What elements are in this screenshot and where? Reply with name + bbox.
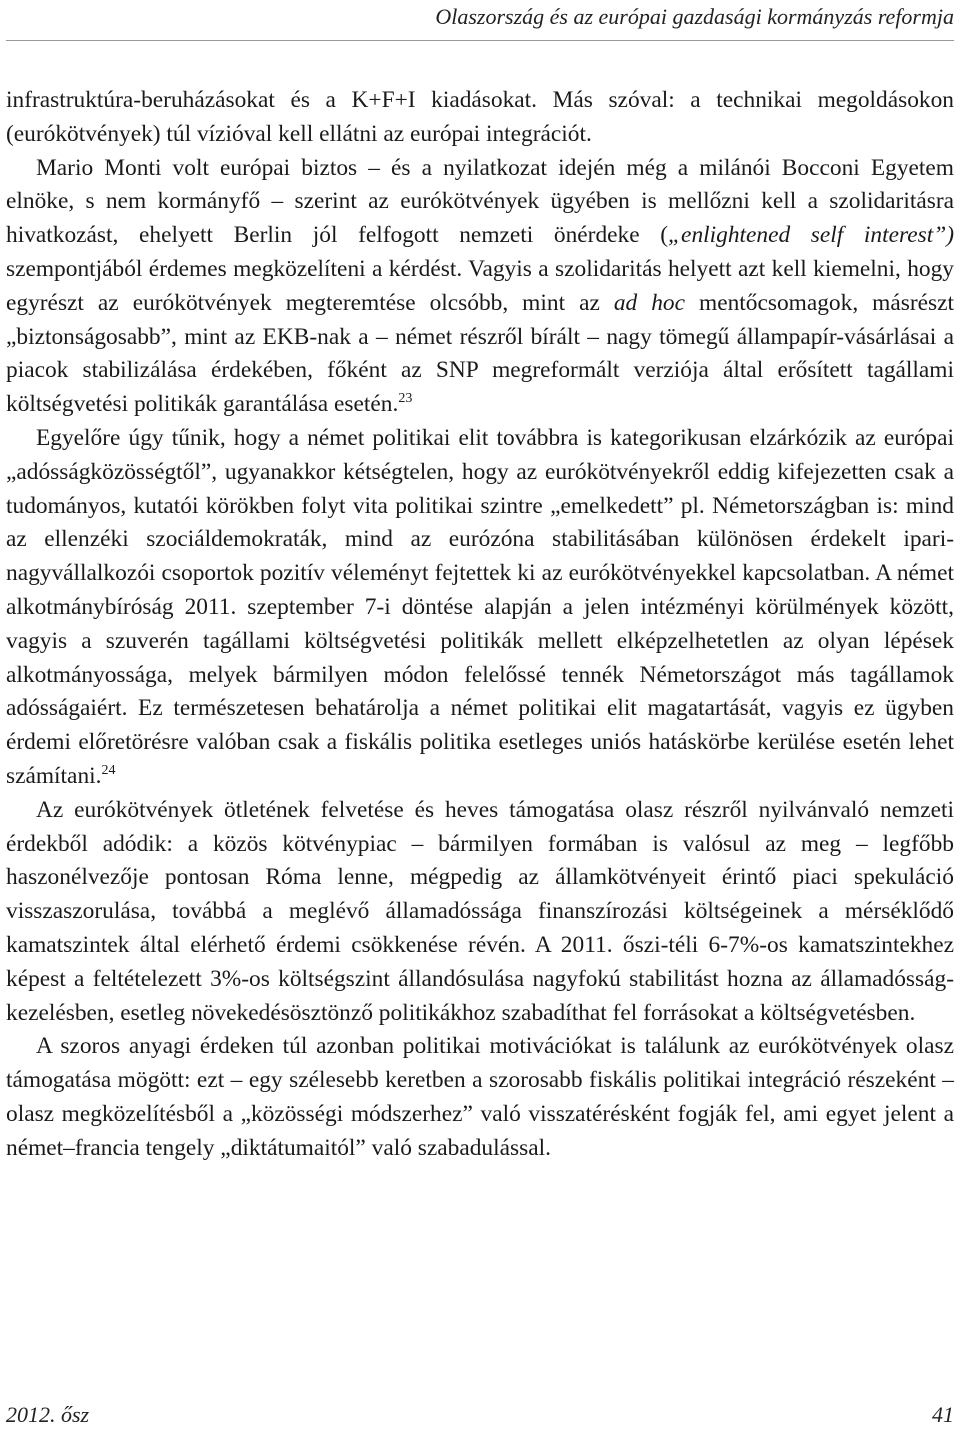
footer-page-number: 41: [932, 1402, 954, 1427]
paragraph-2-text-c: mentőcsomagok, másrészt „biztonságosabb”, mint az EKB-nak a – német részről bírált – nagy tömegű állampapír-vásárlásai a piacok stabilizálása érdekében, főként az SNP megreformált verziója által erősített tagállami költségvetési politikák garantálása esetén.: [6, 289, 955, 418]
footnote-ref-24[interactable]: 24: [101, 763, 116, 779]
paragraph-5: A szoros anyagi érdeken túl azonban politikai motivációkat is találunk az eurókötvények olasz támogatása mögött: ezt – egy szélesebb keretben a szorosabb fiskális politikai integráció részeként – olasz megközelítésből a „közösségi módszerhez” való visszatérésként fogják fel, ami egyet jelent a német–francia tengely „diktátumaitól” való szabadulással.: [6, 1033, 954, 1161]
paragraph-3: [6, 422, 954, 794]
paragraph-2-italic-a: „enlightened self interest”): [668, 222, 955, 249]
paragraph-3-text: Egyelőre úgy tűnik, hogy a német politikai elit továbbra is kategorikusan elzárkózik az európai „adósságközösségtől”, ugyanakkor kétségtelen, hogy az eurókötvényekről eddig kifejezetten csak a tudományos, kutatói körökben folyt vita politikai szintre „emelkedett” pl. Németországban is: mind az ellenzéki szociáldemokraták, mind az eurózóna stabilitásában különösen érdekelt ipari-nagyvállalkozói csoportok pozitív véleményt fejtettek ki az eurókötvényekkel kapcsolatban. A német alkotmánybíróság 2011. szeptember 7-i döntése alapján a jelen intézményi körülmények között, vagyis a szuverén tagállami költségvetési politikák mellett elképzelhetetlen az olyan lépések alkotmányossága, melyek bármilyen módon felelőssé tennék Németországot más tagállamok adósságaiért. Ez természetesen behatárolja a német politikai elit magatartását, vagyis ez ügyben érdemi előretörésre valóban csak a fiskális politika esetleges uniós hatáskörbe kerülése esetén lehet számítani.: [6, 424, 954, 789]
paragraph-2: [6, 152, 954, 422]
paragraph-2-italic-b: ad hoc: [613, 289, 686, 316]
paragraph-2-text-a: Mario Monti volt európai biztos – és a nyilatkozat idején még a milánói Bocconi Egyetem elnöke, s nem kormányfő – szerint az eurókötvények ügyében is mellőzni kell a szolidaritásra hivatkozást, ehelyett Berlin jól felfogott nemzeti önérdeke (: [6, 154, 954, 249]
article-body: [6, 84, 954, 1166]
running-head-title: Olaszország és az európai gazdasági kormányzás reformja: [435, 4, 954, 29]
footer-issue: 2012. ősz: [6, 1402, 90, 1427]
paragraph-1: infrastruktúra-beruházásokat és a K+F+I kiadásokat. Más szóval: a technikai megoldásokon (eurókötvények) túl vízióval kell ellátni az európai integrációt.: [6, 87, 954, 147]
paragraph-2-text-b: szempontjából érdemes megközelíteni a kérdést. Vagyis a szolidaritás helyett azt kell kiemelni, hogy egyrészt az eurókötvények megteremtése olcsóbb, mint az: [6, 255, 954, 316]
footnote-ref-23[interactable]: 23: [398, 391, 413, 407]
paragraph-4: Az eurókötvények ötletének felvetése és heves támogatása olasz részről nyilvánvaló nemzeti érdekből adódik: a közös kötvénypiac – bármilyen formában is valósul az meg – legfőbb haszonélvezője pontosan Róma lenne, mégpedig az államkötvényeit érintő piaci spekuláció visszaszorulása, továbbá a meglévő államadóssága finanszírozási költségeinek a mérséklődő kamatszintek által elérhető érdemi csökkenése révén. A 2011. őszi-téli 6-7%-os kamatszintekhez képest a feltételezett 3%-os költségszint állandósulása nagyfokú stabilitást hozna az államadósság-kezelésben, esetleg növekedésösztönző politikákhoz szabadíthat fel forrásokat a költségvetésben.: [6, 796, 954, 1026]
header-divider: [6, 40, 954, 41]
